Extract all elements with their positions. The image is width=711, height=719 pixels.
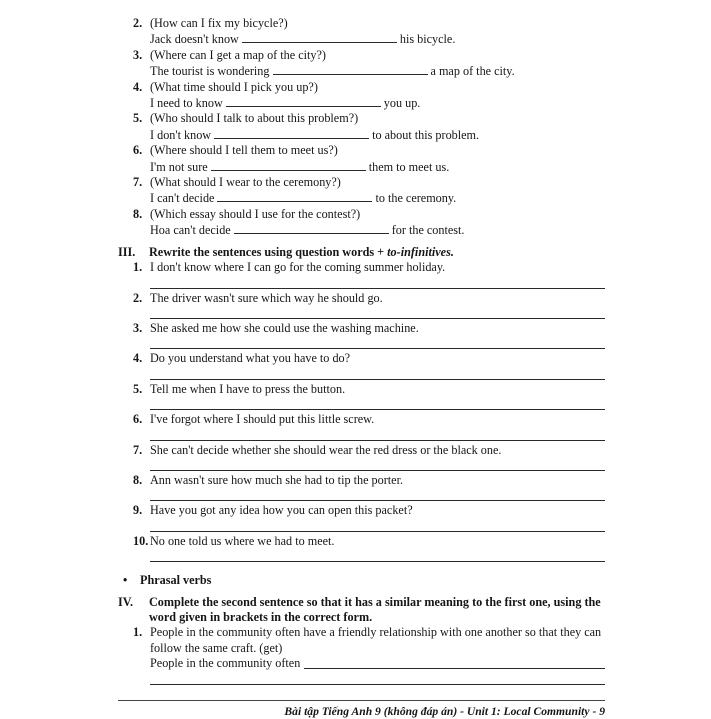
page-footer [118, 700, 605, 719]
item-number: 7. [133, 442, 143, 457]
item-number: 10. [133, 533, 149, 548]
answer-pre: I need to know [150, 96, 223, 111]
answer-line [150, 63, 605, 79]
section-number: III. [118, 244, 136, 259]
answer-blank-line [150, 672, 605, 685]
sentence-text: She asked me how she could use the washing machine. [150, 320, 419, 335]
question-prompt: (Which essay should I use for the contest?) [150, 206, 361, 221]
item-content [150, 412, 605, 441]
answer-post: them to meet us. [368, 159, 450, 174]
answer-blank-line [150, 276, 605, 289]
item-number: 6. [133, 143, 143, 158]
item-content [150, 351, 605, 380]
heading-italic: to-infinitives. [387, 244, 454, 259]
answer-post: to the ceremony. [375, 191, 457, 206]
item-number: 4. [133, 351, 143, 366]
fill-blank [217, 190, 372, 202]
answer-post: for the contest. [391, 223, 465, 238]
item-content [150, 111, 605, 143]
phrasal-verbs-heading [123, 573, 605, 588]
fill-blank [242, 31, 397, 43]
fill-blank-item [133, 48, 605, 80]
item-number: 1. [133, 625, 143, 640]
exercise-fill-blanks [118, 16, 605, 239]
sentence-text: I've forgot where I should put this little screw. [150, 412, 375, 427]
item-content [150, 48, 605, 80]
fill-blank [234, 222, 389, 234]
bullet-icon: • [123, 573, 128, 588]
fill-blank-item [133, 16, 605, 48]
item-content [150, 16, 605, 48]
section-number: IV. [118, 594, 134, 609]
section-heading-4 [118, 595, 605, 626]
answer-line [150, 95, 605, 111]
rewrite-item [133, 443, 605, 472]
answer-blank-line [150, 488, 605, 501]
item-content [150, 625, 605, 685]
item-content [150, 321, 605, 350]
item-number: 6. [133, 412, 143, 427]
transform-item [133, 625, 605, 685]
question-prompt: (Where should I tell them to meet us?) [150, 143, 338, 158]
item-number: 8. [133, 472, 143, 487]
answer-blank-line [150, 549, 605, 562]
item-number: 7. [133, 175, 143, 190]
answer-blank-line [150, 458, 605, 471]
item-number: 9. [133, 503, 143, 518]
sentence-text: The driver wasn't sure which way he should go. [150, 290, 383, 305]
item-content [150, 382, 605, 411]
item-number: 5. [133, 111, 143, 126]
heading-text: Complete the second sentence so that it has a similar meaning to the first one, using the word given in brackets in the correct form. [149, 594, 601, 624]
answer-pre: Jack doesn't know [150, 32, 239, 47]
question-prompt: (What should I wear to the ceremony?) [150, 175, 341, 190]
item-content [150, 503, 605, 532]
item-number: 5. [133, 381, 143, 396]
item-content [150, 443, 605, 472]
answer-pre: I can't decide [150, 191, 215, 206]
fill-blank-item [133, 80, 605, 112]
phrasal-verbs-label: Phrasal verbs [140, 573, 212, 588]
sentence-text: Tell me when I have to press the button. [150, 381, 346, 396]
item-number: 3. [133, 47, 143, 62]
sentence-text: Do you understand what you have to do? [150, 351, 351, 366]
answer-line [150, 159, 605, 175]
answer-blank-line [150, 397, 605, 410]
answer-blank-line [150, 306, 605, 319]
item-content [150, 207, 605, 239]
footer-text: Bài tập Tiếng Anh 9 (không đáp án) - Unit 1: Local Community - 9 [284, 704, 605, 718]
answer-post: to about this problem. [372, 127, 480, 142]
rewrite-item [133, 351, 605, 380]
answer-pre: People in the community often [150, 656, 301, 671]
item-content [150, 534, 605, 563]
item-number: 1. [133, 260, 143, 275]
answer-blank-line [150, 519, 605, 532]
answer-post: you up. [383, 96, 421, 111]
answer-blank-line [150, 336, 605, 349]
rewrite-item [133, 534, 605, 563]
rewrite-item [133, 260, 605, 289]
item-number: 8. [133, 206, 143, 221]
answer-line [150, 222, 605, 238]
rewrite-item [133, 321, 605, 350]
item-content [150, 175, 605, 207]
item-number: 4. [133, 79, 143, 94]
fill-blank-item [133, 207, 605, 239]
rewrite-item [133, 382, 605, 411]
heading-text [149, 245, 605, 260]
exercise-transform [118, 625, 605, 685]
item-number: 2. [133, 290, 143, 305]
answer-blank-line [150, 367, 605, 380]
answer-pre: The tourist is wondering [150, 64, 270, 79]
sentence-text: Ann wasn't sure how much she had to tip the porter. [150, 472, 404, 487]
question-prompt: (How can I fix my bicycle?) [150, 16, 288, 30]
exercise-rewrite [118, 260, 605, 563]
fill-blank-item [133, 111, 605, 143]
answer-line [150, 127, 605, 143]
answer-pre: I'm not sure [150, 159, 208, 174]
heading-main: Rewrite the sentences using question words + [149, 244, 388, 259]
fill-blank-item [133, 143, 605, 175]
answer-post: his bicycle. [399, 32, 456, 47]
fill-blank-item [133, 175, 605, 207]
rewrite-item [133, 503, 605, 532]
answer-pre: Hoa can't decide [150, 223, 231, 238]
sentence-text: I don't know where I can go for the coming summer holiday. [150, 260, 446, 275]
answer-line [150, 190, 605, 206]
item-content [150, 143, 605, 175]
rewrite-item [133, 473, 605, 502]
question-prompt: (What time should I pick you up?) [150, 79, 318, 94]
answer-line [150, 31, 605, 47]
item-number: 2. [133, 16, 143, 30]
answer-pre: I don't know [150, 127, 212, 142]
rewrite-item [133, 291, 605, 320]
sentence-text: Have you got any idea how you can open this packet? [150, 503, 413, 518]
section-heading-3 [118, 245, 605, 260]
fill-blank [304, 656, 605, 669]
question-prompt: (Where can I get a map of the city?) [150, 47, 326, 62]
item-content [150, 291, 605, 320]
fill-blank [211, 159, 366, 171]
fill-blank [226, 95, 381, 107]
fill-blank [273, 63, 428, 75]
sentence-text: She can't decide whether she should wear the red dress or the black one. [150, 442, 502, 457]
rewrite-item [133, 412, 605, 441]
answer-post: a map of the city. [430, 64, 515, 79]
fill-blank [214, 127, 369, 139]
item-content [150, 473, 605, 502]
answer-blank-line [150, 428, 605, 441]
item-content [150, 260, 605, 289]
sentence-text: No one told us where we had to meet. [150, 533, 335, 548]
sentence-text: People in the community often have a friendly relationship with one another so that they can follow the same craft. (get) [150, 625, 602, 655]
question-prompt: (Who should I talk to about this problem?) [150, 111, 359, 126]
answer-line [150, 656, 605, 671]
item-content [150, 80, 605, 112]
item-number: 3. [133, 320, 143, 335]
